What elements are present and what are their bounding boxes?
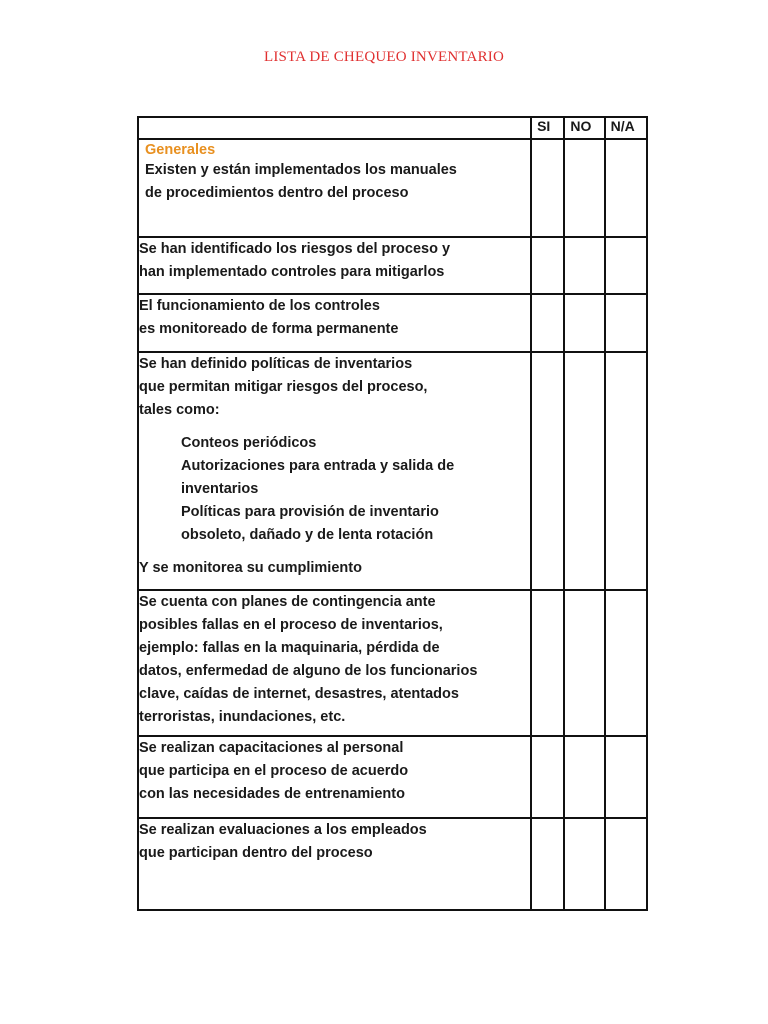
- question-cell: [138, 590, 531, 736]
- sub-item: inventarios: [181, 481, 259, 497]
- question-line: clave, caídas de internet, desastres, atentados: [139, 686, 459, 702]
- question-line: Se realizan capacitaciones al personal: [139, 740, 404, 756]
- no-checkbox[interactable]: [564, 736, 604, 818]
- header-no: NO: [564, 117, 604, 139]
- table-row: [138, 590, 647, 736]
- sub-item: obsoleto, dañado y de lenta rotación: [181, 527, 434, 543]
- si-checkbox[interactable]: [531, 352, 564, 590]
- question-line: Se han definido políticas de inventarios: [139, 356, 413, 372]
- question-line: posibles fallas en el proceso de inventarios,: [139, 617, 443, 633]
- question-line: han implementado controles para mitigarlos: [139, 264, 445, 280]
- question-line: terroristas, inundaciones, etc.: [139, 709, 346, 725]
- question-line: de procedimientos dentro del proceso: [145, 185, 409, 201]
- question-line: que permitan mitigar riesgos del proceso,: [139, 379, 428, 395]
- question-line: El funcionamiento de los controles: [139, 298, 380, 314]
- sub-item: Autorizaciones para entrada y salida de: [181, 458, 455, 474]
- header-si: SI: [531, 117, 564, 139]
- checklist-table: [137, 116, 648, 911]
- question-line: datos, enfermedad de alguno de los funcionarios: [139, 663, 478, 679]
- sub-item: Políticas para provisión de inventario: [181, 504, 439, 520]
- question-line: Existen y están implementados los manuales: [145, 162, 457, 178]
- no-checkbox[interactable]: [564, 590, 604, 736]
- si-checkbox[interactable]: [531, 590, 564, 736]
- sub-item: Conteos periódicos: [181, 435, 317, 451]
- no-checkbox[interactable]: [564, 818, 604, 910]
- si-checkbox[interactable]: [531, 237, 564, 294]
- no-checkbox[interactable]: [564, 139, 604, 237]
- table-row: [138, 352, 647, 590]
- na-checkbox[interactable]: [605, 352, 647, 590]
- question-line: Se realizan evaluaciones a los empleados: [139, 822, 427, 838]
- no-checkbox[interactable]: [564, 294, 604, 352]
- table-row: [138, 818, 647, 910]
- question-line: es monitoreado de forma permanente: [139, 321, 399, 337]
- header-na: N/A: [605, 117, 647, 139]
- question-cell: [138, 736, 531, 818]
- table-row: [138, 139, 647, 237]
- section-title: Generales: [145, 142, 216, 158]
- header-question-cell: [138, 117, 531, 139]
- table-row: [138, 736, 647, 818]
- no-checkbox[interactable]: [564, 237, 604, 294]
- na-checkbox[interactable]: [605, 139, 647, 237]
- na-checkbox[interactable]: [605, 237, 647, 294]
- question-line: que participan dentro del proceso: [139, 845, 373, 861]
- si-checkbox[interactable]: [531, 736, 564, 818]
- question-cell: [138, 818, 531, 910]
- na-checkbox[interactable]: [605, 736, 647, 818]
- question-line: Se cuenta con planes de contingencia ante: [139, 594, 436, 610]
- question-line: con las necesidades de entrenamiento: [139, 786, 405, 802]
- question-cell: [138, 237, 531, 294]
- na-checkbox[interactable]: [605, 294, 647, 352]
- question-cell: [138, 352, 531, 590]
- question-line: tales como:: [139, 402, 220, 418]
- table-row: [138, 294, 647, 352]
- sub-item-list: [181, 432, 530, 547]
- si-checkbox[interactable]: [531, 294, 564, 352]
- question-cell: [138, 294, 531, 352]
- table-row: [138, 237, 647, 294]
- question-cell: [138, 139, 531, 237]
- no-checkbox[interactable]: [564, 352, 604, 590]
- question-line: Se han identificado los riesgos del proceso y: [139, 241, 451, 257]
- si-checkbox[interactable]: [531, 818, 564, 910]
- question-footer: Y se monitorea su cumplimiento: [139, 560, 362, 576]
- document-title: LISTA DE CHEQUEO INVENTARIO: [263, 49, 505, 65]
- table-header-row: [138, 117, 647, 139]
- na-checkbox[interactable]: [605, 590, 647, 736]
- question-line: que participa en el proceso de acuerdo: [139, 763, 409, 779]
- question-line: ejemplo: fallas en la maquinaria, pérdida de: [139, 640, 440, 656]
- si-checkbox[interactable]: [531, 139, 564, 237]
- na-checkbox[interactable]: [605, 818, 647, 910]
